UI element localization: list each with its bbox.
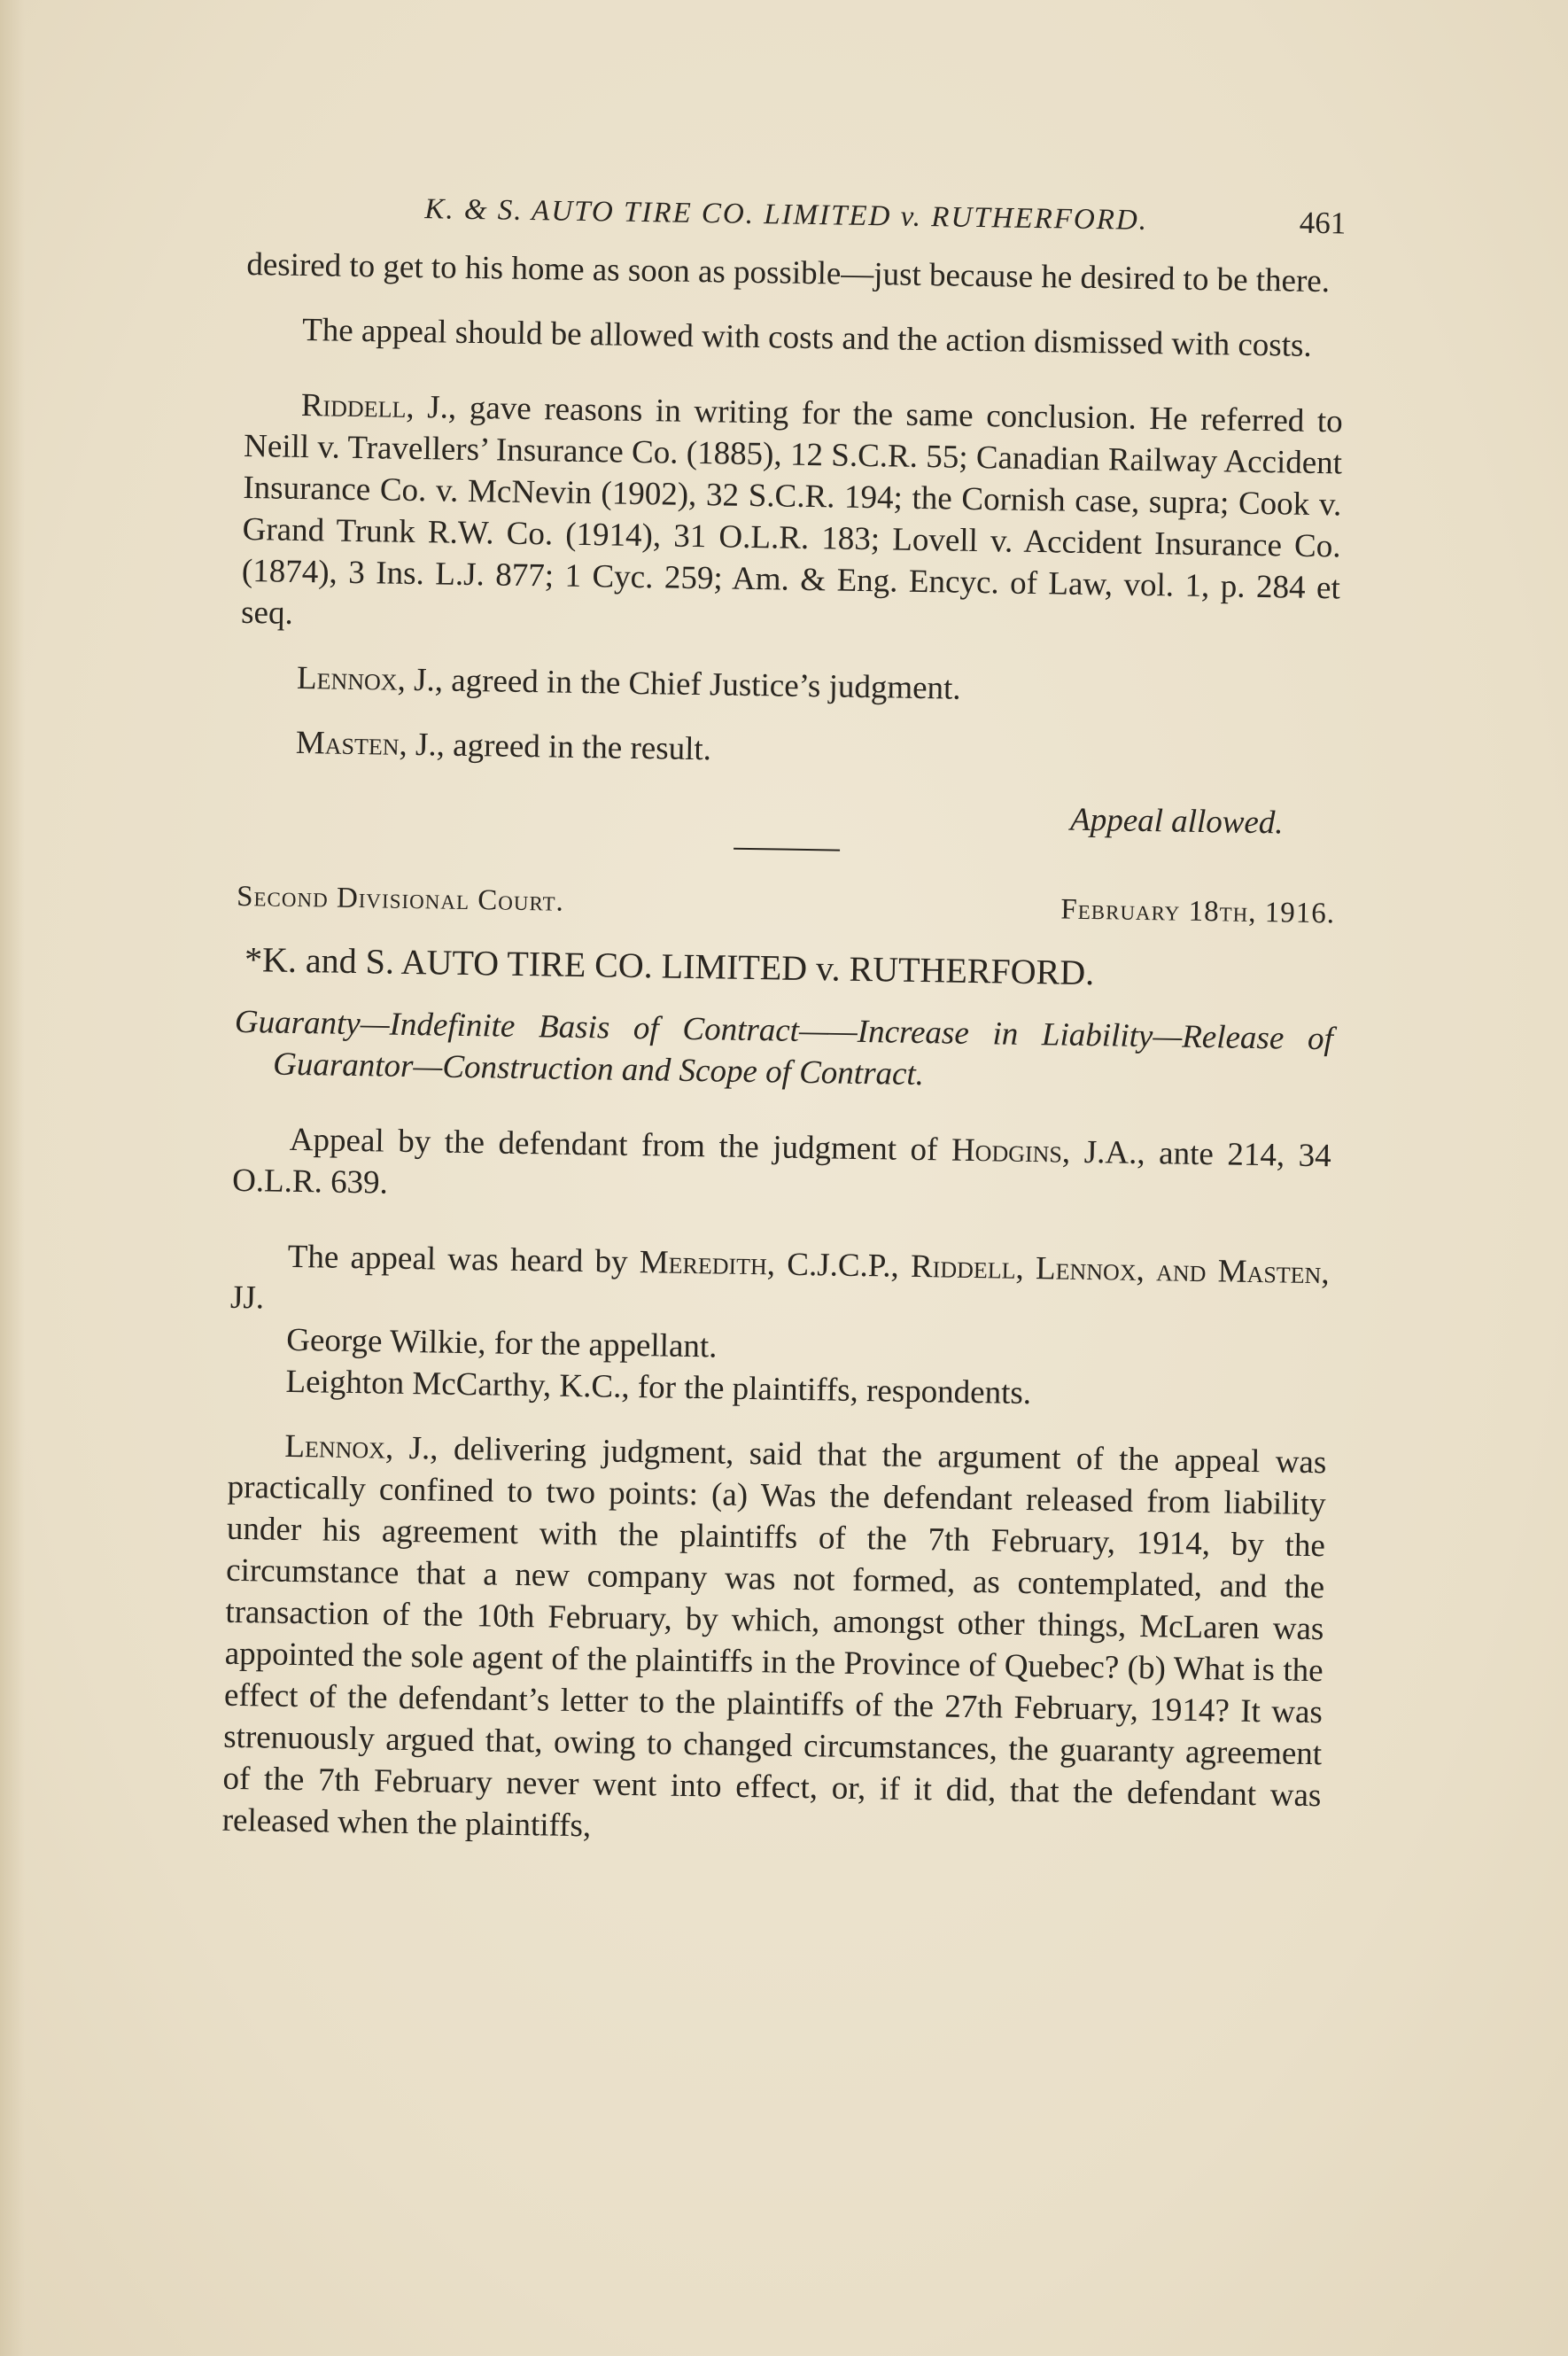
decision-date: February 18th, 1916. (1060, 893, 1336, 930)
case-disposition: Appeal allowed. (1069, 801, 1284, 842)
disposition-paragraph: The appeal should be allowed with costs and the action dismissed with costs. (301, 311, 1312, 364)
headnote: Guaranty—Indefinite Basis of Contract——Increase in Liability—Release of Guarantor—Construction and Scope of Contract. (234, 1003, 1334, 1093)
opinion-text: , J., gave reasons in writing for the same conclusion. He referred to Neill v. Travellers’ Insurance Co. (1885), 12 S.C.R. 55; Canadian Railway Accident Insurance Co. v. McNevin (1902), 32 S.C.R. 194; the Cornish case, supra; Cook v. Grand Trunk R.W. Co. (1914), 31 O.L.R. 183; Lovell v. Accident Insurance Co. (1874), 3 Ins. L.J. 877; 1 Cyc. 259; Am. & Eng. Encyc. of Law, vol. 1, p. 284 et seq. (240, 388, 1344, 632)
appeal-statement (232, 1118, 1331, 1218)
judge-name: Riddell (300, 386, 407, 425)
judge-name: Masten (295, 724, 400, 763)
heard-text: The appeal was heard by (287, 1238, 640, 1281)
bench-names: Meredith, C.J.C.P., Riddell, Lennox, and Masten, JJ. (229, 1244, 1330, 1317)
judge-name: Lennox (296, 659, 398, 698)
judge-name: Lennox (284, 1427, 386, 1466)
judgment-paragraph (221, 1425, 1326, 1858)
case-title: *K. and S. AUTO TIRE CO. LIMITED v. RUTHERFORD. (244, 939, 1095, 993)
counsel-respondents: Leighton McCarthy, K.C., for the plaintiffs, respondents. (285, 1363, 1032, 1412)
court-name: Second Divisional Court. (236, 880, 565, 918)
page-number: 461 (1299, 205, 1347, 241)
counsel-appellant: George Wilkie, for the appellant. (285, 1321, 718, 1365)
continued-paragraph: desired to get to his home as soon as possible—just because he desired to be there. (246, 245, 1331, 300)
appeal-citation: , J.A., ante 214, 34 O.L.R. 639. (231, 1133, 1332, 1201)
judgment-text: , J., delivering judgment, said that the argument of the appeal was practically confined to two points: (a) Was the defendant released from liability under his agreement with the plaintiffs of the 7th February, 1914, by the circumstance that a new company was not formed, as contemplated, and the transaction of the 10th February, by which, amongst other things, McLaren was appointed the sole agent of the plaintiffs in the Province of Quebec? (b) What is the effect of the defendant’s letter to the plaintiffs of the 27th February, 1914? It was strenuously argued that, owing to changed circumstances, the guaranty agreement of the 7th February never went into effect, or, if it did, that the defendant was released when the plaintiffs, (221, 1429, 1327, 1845)
lennox-agreement-paragraph (240, 657, 1339, 715)
riddell-opinion-paragraph (241, 384, 1343, 650)
section-divider (734, 848, 840, 851)
masten-agreement-paragraph (239, 721, 1339, 780)
text-block (221, 173, 1346, 1858)
judge-name: Hodgins (951, 1131, 1063, 1170)
agreement-text: , J., agreed in the result. (399, 726, 712, 768)
court-line (237, 872, 1336, 942)
running-head-title: K. & S. AUTO TIRE CO. LIMITED v. RUTHERFORD. (424, 193, 1149, 237)
appeal-text: Appeal by the defendant from the judgment of (289, 1121, 952, 1169)
agreement-text: , J., agreed in the Chief Justice’s judgment. (397, 661, 961, 707)
